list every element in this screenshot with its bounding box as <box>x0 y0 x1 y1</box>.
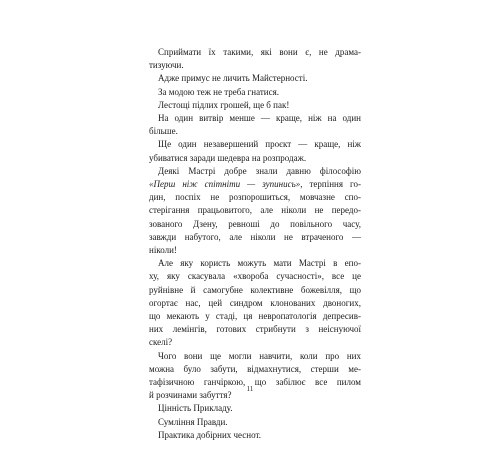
text-line: скелі? <box>149 337 173 348</box>
text-line: Адже примус не личить Майстерності. <box>158 73 308 84</box>
paragraph-5 <box>149 112 361 138</box>
text-line: можна було забути, відмахнутися, стерши ме- <box>149 363 361 374</box>
text-line: Деякі Мастрі добре знали давню філософію <box>158 165 361 176</box>
text-line: ніколи! <box>149 245 177 256</box>
paragraph-3 <box>149 86 361 99</box>
text-line: Чого вони ще могли навчити, коли про них <box>158 350 361 361</box>
text-line: убиватися заради шедевра на розпродаж. <box>149 152 307 163</box>
text-line: огортає нас, цей синдром клонованих двоногих, <box>149 297 361 308</box>
text-line <box>149 178 361 191</box>
text-line: Практика добірних чеснот. <box>158 429 261 440</box>
text-line: руйнівне й самогубне колективне божевілля, що <box>149 284 361 295</box>
text-line: й розчинами забуття? <box>149 390 232 401</box>
paragraph-12 <box>149 429 361 442</box>
text-line: За модою теж не треба гнатися. <box>158 86 279 97</box>
text-line: Лестощі підлих грошей, ще б пак! <box>158 99 290 110</box>
paragraph-6 <box>149 138 361 164</box>
page-text <box>149 46 361 442</box>
text-line: тизуючи. <box>149 60 184 71</box>
text-line: Сумління Правди. <box>158 416 228 427</box>
paragraph-9 <box>149 350 361 403</box>
text-line: завжди набутого, але ніколи не втраченого — <box>149 231 361 242</box>
text-line: Але яку користь можуть мати Мастрі в епо- <box>158 258 361 269</box>
quote-italic: «Перш ніж спітніти — зупинись» <box>149 179 301 190</box>
paragraph-8 <box>149 257 361 349</box>
paragraph-7 <box>149 165 361 257</box>
paragraph-1 <box>149 46 361 72</box>
text-line: що мекають у стаді, ця невропатологія депресив- <box>149 311 361 322</box>
text-line: На один витвір менше — краще, ніж на один <box>158 113 361 124</box>
paragraph-11 <box>149 416 361 429</box>
text-line: тафізичною ганчіркою, що забілює все пилом <box>149 377 361 388</box>
page-number: 11 <box>246 385 254 393</box>
paragraph-4 <box>149 99 361 112</box>
text-line: Цінність Прикладу. <box>158 403 233 414</box>
text-line: Ще один незавершений проєкт — краще, ніж <box>158 139 361 150</box>
text-line: Сприймати їх такими, які вони є, не драма- <box>158 47 361 57</box>
paragraph-2 <box>149 72 361 85</box>
text-line: дин, поспіх не розпорошиться, мовчазне спо- <box>149 192 361 203</box>
text-line: них лемінгів, готових стрибнути з неіснуючої <box>149 324 361 335</box>
text-segment: , терпіння го- <box>300 179 361 190</box>
text-line: ху, яку скасувала «хвороба сучасності», все це <box>149 271 361 282</box>
text-line: більше. <box>149 126 178 137</box>
text-line: стерігання працьовитого, але ніколи не передо- <box>149 205 361 216</box>
text-line: зованого Дзену, ревноші до повільного часу, <box>149 218 361 229</box>
paragraph-10 <box>149 402 361 415</box>
